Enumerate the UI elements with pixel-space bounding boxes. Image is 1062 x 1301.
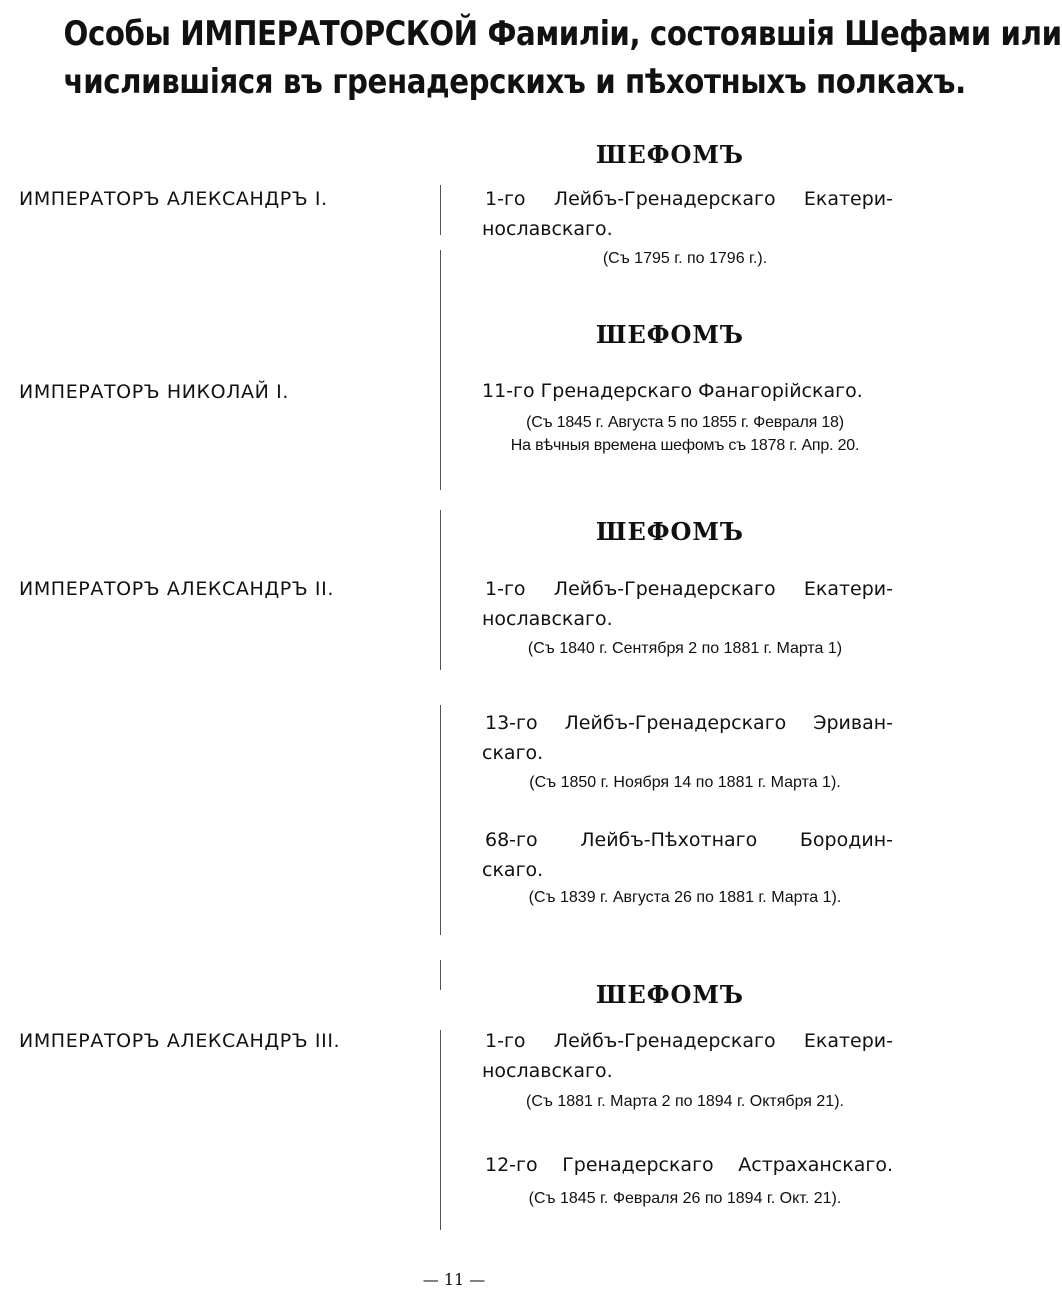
regiment-entry xyxy=(482,574,893,634)
service-dates: (Съ 1840 г. Сентября 2 по 1881 г. Марта 1) xyxy=(527,640,843,657)
regiment-line: нославскаго. xyxy=(482,608,613,630)
regiment-line: 1-го Лейбъ-Гренадерскаго Екатери- xyxy=(485,188,893,210)
regiment-entry xyxy=(482,376,893,406)
column-divider xyxy=(440,510,441,670)
regiment-line: 13-го Лейбъ-Гренадерскаго Эриван- xyxy=(485,712,893,734)
regiment-entry xyxy=(482,184,893,244)
regiment-line: 1-го Лейбъ-Гренадерскаго Екатери- xyxy=(485,1030,893,1052)
regiment-entry xyxy=(485,1150,893,1180)
service-dates: (Съ 1850 г. Ноября 14 по 1881 г. Марта 1). xyxy=(529,774,841,791)
person-name: ИМПЕРАТОРЪ НИКОЛАЙ I. xyxy=(19,381,289,403)
person-name: ИМПЕРАТОРЪ АЛЕКСАНДРЪ II. xyxy=(19,578,334,600)
regiment-line: 1-го Лейбъ-Гренадерскаго Екатери- xyxy=(485,578,893,600)
section-heading: ШЕФОМЪ xyxy=(596,320,744,349)
column-divider xyxy=(440,250,441,380)
regiment-line: нославскаго. xyxy=(482,1060,613,1082)
page-title-line-1: Особы ИМПЕРАТОРСКОЙ Фамилiи, состоявшiя Шефами или xyxy=(63,14,1062,54)
column-divider xyxy=(440,1030,441,1230)
section-heading: ШЕФОМЪ xyxy=(596,517,744,546)
regiment-line: скаго. xyxy=(482,742,544,764)
page-title-line-2: числившiяся въ гренадерскихъ и пѣхотныхъ полкахъ. xyxy=(63,62,966,102)
regiment-entry xyxy=(482,708,893,768)
regiment-line: нославскаго. xyxy=(482,218,613,240)
person-name: ИМПЕРАТОРЪ АЛЕКСАНДРЪ III. xyxy=(19,1030,341,1052)
column-divider xyxy=(440,705,441,935)
regiment-line: 12-го Гренадерскаго Астраханскаго. xyxy=(485,1154,893,1176)
person-name: ИМПЕРАТОРЪ АЛЕКСАНДРЪ I. xyxy=(19,188,328,210)
regiment-line: скаго. xyxy=(482,859,544,881)
section-heading: ШЕФОМЪ xyxy=(596,980,744,1009)
page-number: — 11 — xyxy=(422,1270,486,1289)
service-dates: (Съ 1845 г. Февраля 26 по 1894 г. Окт. 21). xyxy=(528,1190,842,1207)
regiment-entry xyxy=(482,825,893,885)
section-heading: ШЕФОМЪ xyxy=(596,140,744,169)
column-divider xyxy=(440,960,441,990)
regiment-line: 11-го Гренадерскаго Фанагорiйскаго. xyxy=(482,380,863,402)
service-dates: (Съ 1795 г. по 1796 г.). xyxy=(602,250,768,267)
service-dates: (Съ 1845 г. Августа 5 по 1855 г. Февраля 18) xyxy=(526,414,844,431)
regiment-line: 68-го Лейбъ-Пѣхотнаго Бородин- xyxy=(485,829,893,851)
service-dates-note: На вѣчныя времена шефомъ съ 1878 г. Апр. 20. xyxy=(510,437,860,454)
service-dates: (Съ 1881 г. Марта 2 по 1894 г. Октября 21). xyxy=(526,1093,844,1110)
column-divider xyxy=(440,185,441,235)
regiment-entry xyxy=(482,1026,893,1086)
column-divider xyxy=(440,380,441,490)
service-dates: (Съ 1839 г. Августа 26 по 1881 г. Марта 1). xyxy=(528,889,842,906)
